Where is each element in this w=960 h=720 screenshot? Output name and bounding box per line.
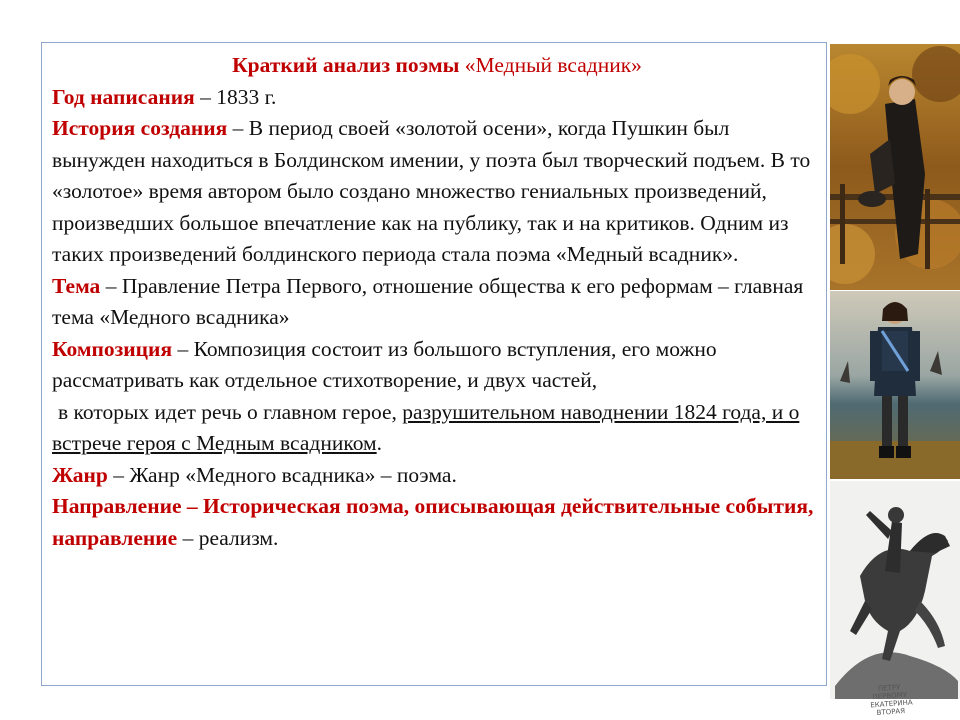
peter-the-great-portrait <box>830 291 960 479</box>
direction-paragraph <box>52 491 822 554</box>
history-label: История создания <box>52 116 228 140</box>
composition-text-2: в которых идет речь о главном герое, <box>58 399 403 424</box>
page-title: Краткий анализ поэмы «Медный всадник» <box>232 53 642 77</box>
bronze-horseman-statue <box>830 481 960 699</box>
statue-caption: ПЕТРУ ПЕРВОМУ ЕКАТЕРИНА ВТОРАЯ <box>870 683 913 717</box>
composition-end: . <box>376 431 383 455</box>
history-text: – В период своей «золотой осени», когда Пушкин был вынужден находиться в Болдинском имении, у поэта был творческий подъем. В то «золотое» время автором было создано множество гениальных произведений, произведших большое впечатление как на публику, так и на критиков. Одним из таких произведений болдинского периода стала поэма «Медный всадник». <box>52 116 811 266</box>
composition-text: – Композиция состоит из большого вступления, его можно рассматривать как отдельное стихотворение, и двух частей, <box>52 336 717 392</box>
composition-underlined: разрушительном наводнении 1824 года, и о встрече героя с Медным всадником <box>52 399 800 455</box>
composition-paragraph <box>52 334 822 460</box>
theme-label: Тема <box>52 273 101 298</box>
year-paragraph <box>52 82 822 114</box>
direction-text: – реализм. <box>177 525 279 550</box>
theme-paragraph <box>52 271 822 334</box>
year-label: Год написания <box>52 84 195 109</box>
genre-label: Жанр <box>52 462 108 487</box>
genre-text: – Жанр «Медного всадника» – поэма. <box>107 462 457 487</box>
composition-label: Композиция <box>52 336 173 361</box>
theme-text: – Правление Петра Первого, отношение общества к его реформам – главная тема «Медного всадника» <box>52 273 804 329</box>
pushkin-autumn-painting <box>830 44 960 290</box>
text-content <box>52 50 822 554</box>
genre-paragraph <box>52 460 822 492</box>
year-text: – 1833 г. <box>194 84 277 109</box>
history-paragraph <box>52 113 822 271</box>
direction-label: Направление – Историческая поэма, описывающая действительные события, направление <box>52 494 814 550</box>
